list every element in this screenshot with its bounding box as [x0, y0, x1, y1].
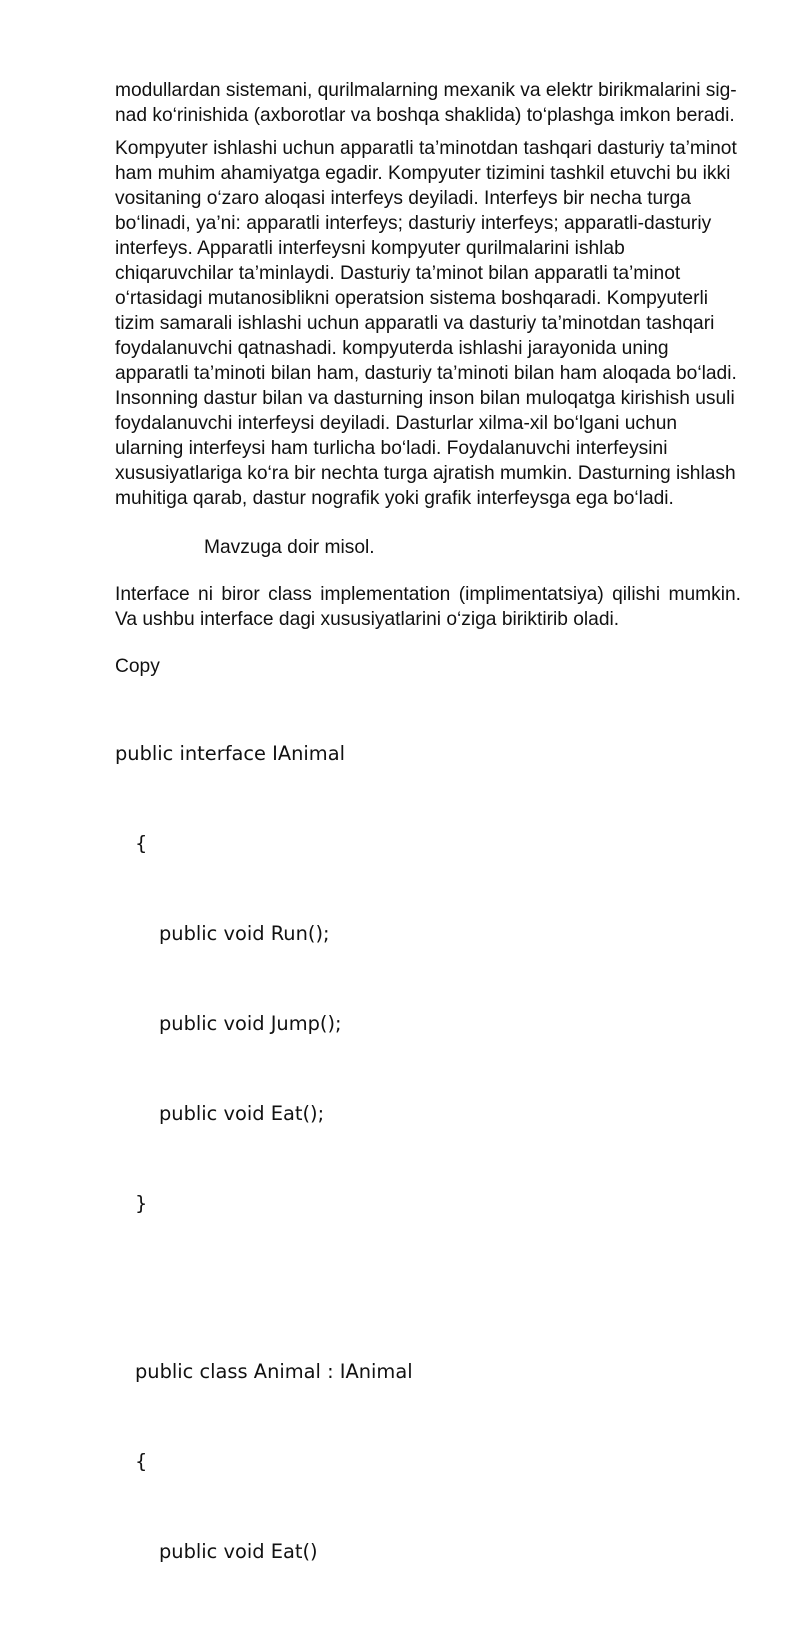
code-line: public void Jump();	[159, 1012, 342, 1035]
code-line: {	[135, 1450, 148, 1473]
document-page	[115, 78, 741, 1627]
code-line: public void Eat();	[159, 1102, 325, 1125]
code-block	[115, 679, 741, 1627]
copy-label: Copy	[115, 656, 160, 677]
code-line: public class Animal : IAnimal	[135, 1360, 413, 1383]
code-line: {	[135, 832, 148, 855]
paragraph-modules: modullardan sistemani, qurilmalarning mexanik va elektr birikmalarini sig-nad ko‘rinishida (axborotlar va boshqa shaklida) to‘plashga imkon beradi.	[115, 80, 737, 126]
code-line: public void Run();	[159, 922, 330, 945]
paragraph-interface-description: Kompyuter ishlashi uchun apparatli ta’minotdan tashqari dasturiy ta’minot ham muhim ahamiyatga egadir. Kompyuter tizimini tashkil etuvchi bu ikki vositaning o‘zaro aloqasi interfeys deyiladi. Interfeys bir necha turga bo‘linadi, ya’ni: apparatli interfeys; dasturiy interfeys; apparatli-dasturiy interfeys. Apparatli interfeysni kompyuter qurilmalarini ishlab chiqaruvchilar ta’minlaydi. Dasturiy ta’minot bilan apparatli ta’minot o‘rtasidagi mutanosiblikni operatsion sistema boshqaradi. Kompyuterli tizim samarali ishlashi uchun apparatli va dasturiy ta’minotdan tashqari foydalanuvchi qatnashadi. kompyuterda ishlashi jarayonida uning apparatli ta’minoti bilan ham, dasturiy ta’minoti bilan ham aloqada bo‘ladi. Insonning dastur bilan va dasturning inson bilan muloqatga kirishish usuli foydalanuvchi interfeysi deyiladi. Dasturlar xilma-xil bo‘lgani uchun ularning interfeysi ham turlicha bo‘ladi. Foydalanuvchi interfeysini xususiyatlariga ko‘ra bir nechta turga ajratish mumkin. Dasturning ishlash muhitiga qarab, dastur nografik yoki grafik interfeysga ega bo‘ladi.	[115, 138, 737, 509]
paragraph-interface-implementation: Interface ni biror class implementation (implimentatsiya) qilishi mumkin. Va ushbu interface dagi xususiyatlarini o‘ziga biriktirib oladi.	[115, 584, 741, 630]
code-line: public void Eat()	[159, 1540, 318, 1563]
code-blank-line	[115, 1279, 741, 1297]
code-line: public interface IAnimal	[115, 742, 345, 765]
code-line: }	[135, 1192, 148, 1215]
example-heading: Mavzuga doir misol.	[204, 537, 375, 558]
